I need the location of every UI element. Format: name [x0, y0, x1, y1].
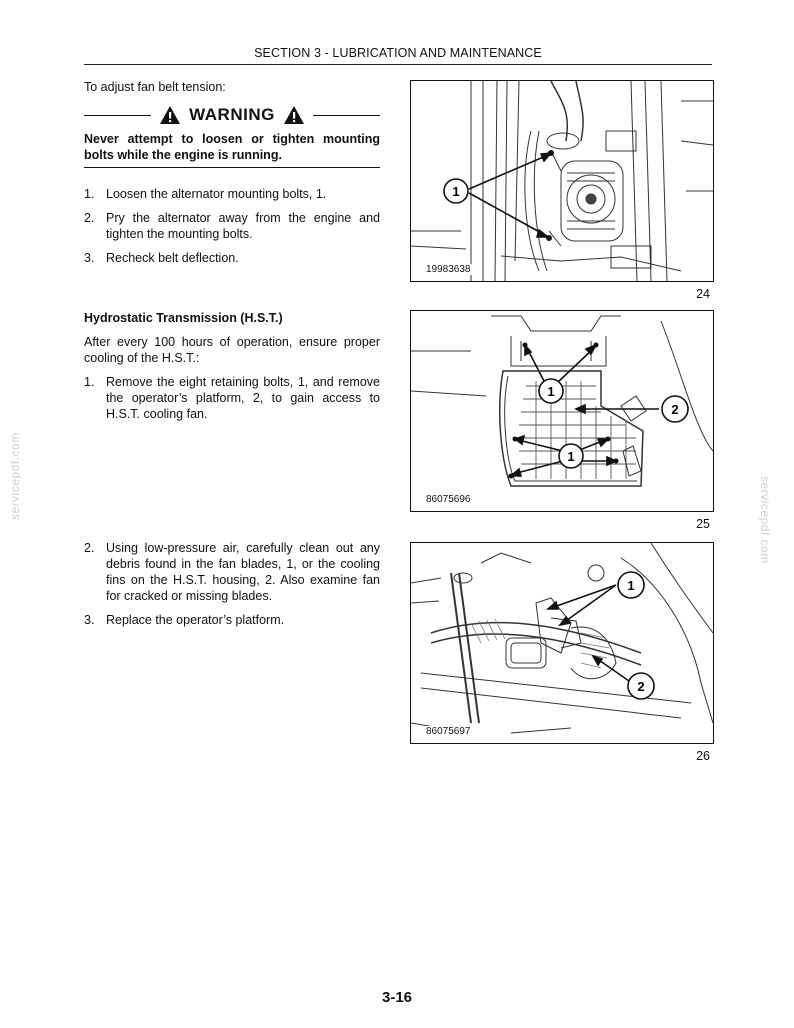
- figure-number: 24: [696, 287, 710, 301]
- list-item: 1. Remove the eight retaining bolts, 1, and remove the operator’s platform, 2, to gain access to H.S.T. cooling fan.: [84, 375, 380, 421]
- figure-26: [410, 542, 714, 744]
- hst-intro: After every 100 hours of operation, ensure proper cooling of the H.S.T.:: [84, 335, 380, 365]
- figure-25-illustration: [411, 311, 713, 511]
- page-number: 3-16: [381, 989, 413, 1006]
- figure-24-illustration: [411, 81, 713, 281]
- list-item: 3. Replace the operator’s platform.: [84, 613, 285, 627]
- warning-text: Never attempt to loosen or tighten mounting bolts while the engine is running.: [84, 132, 380, 162]
- list-item: 3. Recheck belt deflection.: [84, 251, 239, 265]
- svg-text:1: 1: [567, 449, 575, 464]
- warning-rule-left: [84, 115, 151, 116]
- figure-24: [410, 80, 714, 282]
- figure-number: 26: [696, 749, 710, 763]
- warning-icon: [159, 105, 181, 125]
- figure-25: [410, 310, 714, 512]
- figure-26-illustration: [411, 543, 713, 743]
- fan-belt-section: [84, 79, 380, 274]
- warning-header: [84, 105, 380, 125]
- hst-section: [84, 310, 380, 430]
- header-rule: [84, 64, 712, 65]
- warning-rule-bottom: [84, 167, 380, 168]
- fan-belt-steps: [84, 186, 380, 266]
- figure-id: 19983638: [426, 264, 471, 275]
- list-item: 1. Loosen the alternator mounting bolts, 1.: [84, 187, 327, 201]
- watermark: servicepdf.com: [758, 476, 772, 564]
- svg-text:1: 1: [627, 578, 635, 593]
- list-item: 2. Pry the alternator away from the engine and tighten the mounting bolts.: [84, 211, 380, 241]
- warning-title: WARNING: [189, 105, 275, 124]
- list-item: 2. Using low-pressure air, carefully clean out any debris found in the fan blades, 1, or the cooling fins on the H.S.T. housing, 2. Also examine fan for cracked or missing blades.: [84, 541, 380, 603]
- hst-steps-a: [84, 374, 380, 422]
- warning-icon: [283, 105, 305, 125]
- watermark: servicepdf.com: [8, 432, 22, 520]
- figure-id: 86075697: [426, 726, 471, 737]
- figure-number: 25: [696, 517, 710, 531]
- hst-section-continued: [84, 540, 380, 636]
- section-header: SECTION 3 - LUBRICATION AND MAINTENANCE: [254, 46, 542, 60]
- warning-rule-right: [313, 115, 380, 116]
- svg-text:2: 2: [637, 679, 645, 694]
- svg-text:1: 1: [452, 184, 460, 199]
- figure-id: 86075696: [426, 494, 471, 505]
- hst-steps-b: [84, 540, 380, 628]
- svg-text:1: 1: [547, 384, 555, 399]
- fan-belt-intro: To adjust fan belt tension:: [84, 80, 226, 94]
- svg-text:2: 2: [671, 402, 679, 417]
- hst-heading: Hydrostatic Transmission (H.S.T.): [84, 311, 283, 325]
